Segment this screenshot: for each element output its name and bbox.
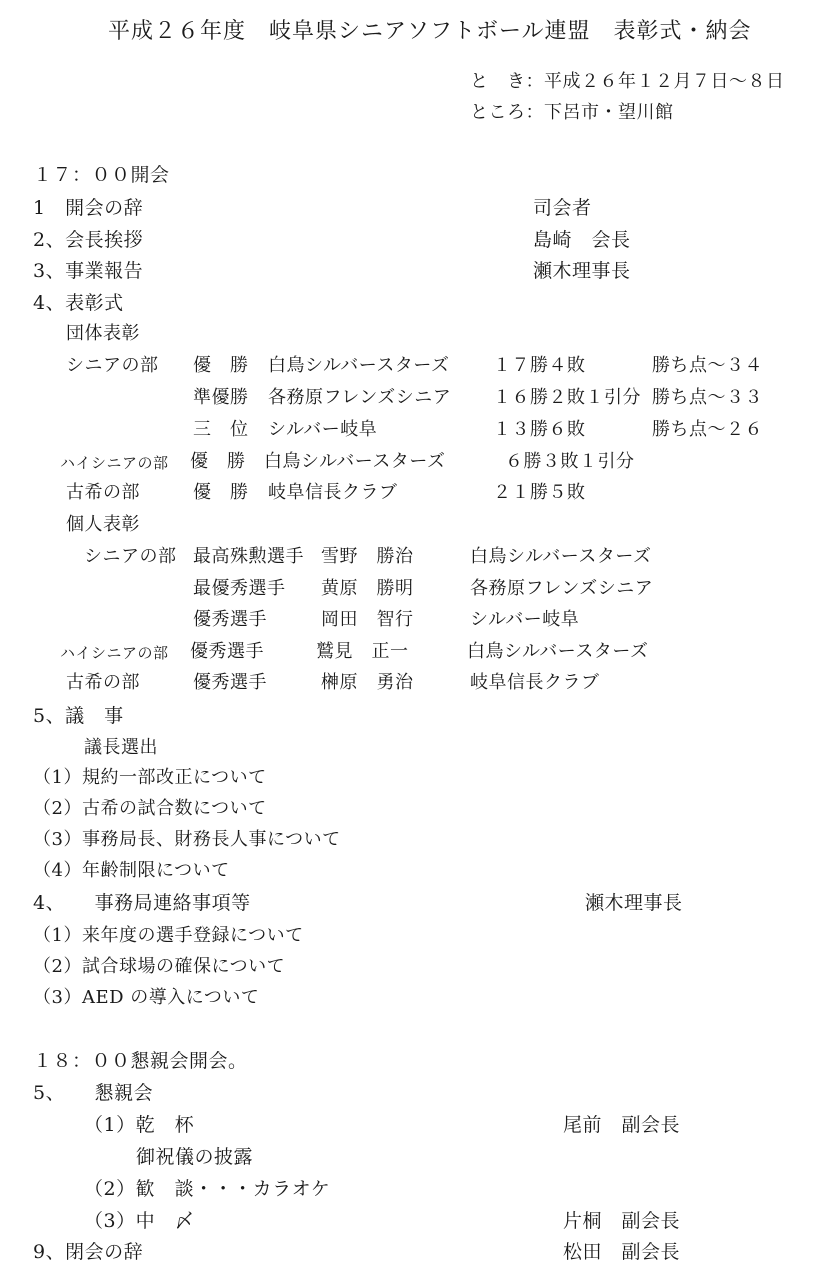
individual-award-title: 優秀選手 <box>190 641 264 662</box>
group-award-team: シルバー岐阜 <box>268 419 378 440</box>
group-award-team: 各務原フレンズシニア <box>268 387 452 408</box>
individual-award-team: 白鳥シルバースターズ <box>467 641 649 662</box>
party-gifts: 御祝儀の披露 <box>136 1146 254 1168</box>
individual-awards-heading: 個人表彰 <box>66 514 140 535</box>
group-award-team: 白鳥シルバースターズ <box>268 355 450 376</box>
chair-election: 議長選出 <box>84 737 158 758</box>
individual-award-title: 最優秀選手 <box>193 578 286 599</box>
individual-award-title: 最高殊勲選手 <box>193 546 304 567</box>
individual-award-team: 白鳥シルバースターズ <box>470 546 652 567</box>
office-notices-heading: 4、 事務局連絡事項等 <box>33 892 251 914</box>
group-award-rank: 三 位 <box>193 419 249 440</box>
individual-award-division: 古希の部 <box>66 672 140 693</box>
agenda-item-3: 3、事業報告 <box>33 260 144 282</box>
proceedings-item: （2）古希の試合数について <box>33 798 267 819</box>
individual-award-player: 岡田 智行 <box>321 609 414 630</box>
office-notice-item: （2）試合球場の確保について <box>33 956 286 977</box>
individual-award-player: 鷲見 正一 <box>316 641 409 662</box>
party-chat: （2）歓 談・・・カラオケ <box>84 1178 331 1200</box>
individual-award-player: 榊原 勇治 <box>321 672 414 693</box>
party-heading: 5、 懇親会 <box>33 1082 154 1104</box>
individual-award-division: ハイシニアの部 <box>60 644 169 662</box>
document-title: 平成２６年度 岐阜県シニアソフトボール連盟 表彰式・納会 <box>108 19 752 44</box>
party-closing-toast: （3）中 〆 <box>84 1210 195 1232</box>
group-award-rank: 優 勝 <box>193 482 249 503</box>
individual-award-player: 黄原 勝明 <box>321 578 414 599</box>
group-award-points: 勝ち点～２６ <box>652 419 763 440</box>
party-toast: （1）乾 杯 <box>84 1114 195 1136</box>
office-notices-person: 瀬木理事長 <box>585 892 683 914</box>
group-award-record: ２１勝５敗 <box>493 482 586 503</box>
group-award-rank: 優 勝 <box>190 451 246 472</box>
proceedings-item: （3）事務局長、財務長人事について <box>33 829 341 850</box>
proceedings-item: （4）年齢制限について <box>33 860 230 881</box>
group-award-division: 古希の部 <box>66 482 140 503</box>
individual-award-player: 雪野 勝治 <box>321 546 414 567</box>
individual-award-team: シルバー岐阜 <box>470 609 580 630</box>
event-date: と き：平成２６年１２月７日～８日 <box>470 71 785 92</box>
party-toast-person: 尾前 副会長 <box>563 1114 681 1136</box>
proceedings-heading: 5、議 事 <box>33 705 124 727</box>
group-award-record: １７勝４敗 <box>493 355 586 376</box>
individual-award-team: 岐阜信長クラブ <box>470 672 600 693</box>
office-notice-item: （3）AED の導入について <box>33 987 260 1008</box>
group-award-points: 勝ち点～３３ <box>652 387 763 408</box>
group-award-division: ハイシニアの部 <box>60 454 169 472</box>
closing-remarks: 9、閉会の辞 <box>33 1241 144 1263</box>
individual-award-title: 優秀選手 <box>193 672 267 693</box>
group-award-team: 岐阜信長クラブ <box>268 482 398 503</box>
event-place: ところ：下呂市・望川館 <box>470 102 674 123</box>
agenda-item-2-person: 島崎 会長 <box>533 229 631 251</box>
opening-time: １７：００開会 <box>33 164 170 186</box>
agenda-item-1-person: 司会者 <box>533 197 592 219</box>
group-awards-heading: 団体表彰 <box>66 323 140 344</box>
group-award-team: 白鳥シルバースターズ <box>264 451 446 472</box>
group-award-record: １６勝２敗１引分 <box>493 387 641 408</box>
office-notice-item: （1）来年度の選手登録について <box>33 925 304 946</box>
group-award-division: シニアの部 <box>66 355 159 376</box>
group-award-points: 勝ち点～３４ <box>652 355 763 376</box>
group-award-record: １３勝６敗 <box>493 419 586 440</box>
group-award-rank: 優 勝 <box>193 355 249 376</box>
group-award-rank: 準優勝 <box>193 387 249 408</box>
agenda-item-4: 4、表彰式 <box>33 292 124 314</box>
individual-award-team: 各務原フレンズシニア <box>470 578 654 599</box>
proceedings-item: （1）規約一部改正について <box>33 767 267 788</box>
party-opening: １８：００懇親会開会。 <box>33 1050 248 1072</box>
agenda-item-2: 2、会長挨拶 <box>33 229 144 251</box>
agenda-item-1: 1 開会の辞 <box>33 197 144 219</box>
individual-award-title: 優秀選手 <box>193 609 267 630</box>
closing-remarks-person: 松田 副会長 <box>563 1241 681 1263</box>
agenda-item-3-person: 瀬木理事長 <box>533 260 631 282</box>
group-award-record: ６勝３敗１引分 <box>505 451 635 472</box>
party-closing-toast-person: 片桐 副会長 <box>563 1210 681 1232</box>
individual-award-division: シニアの部 <box>84 546 177 567</box>
